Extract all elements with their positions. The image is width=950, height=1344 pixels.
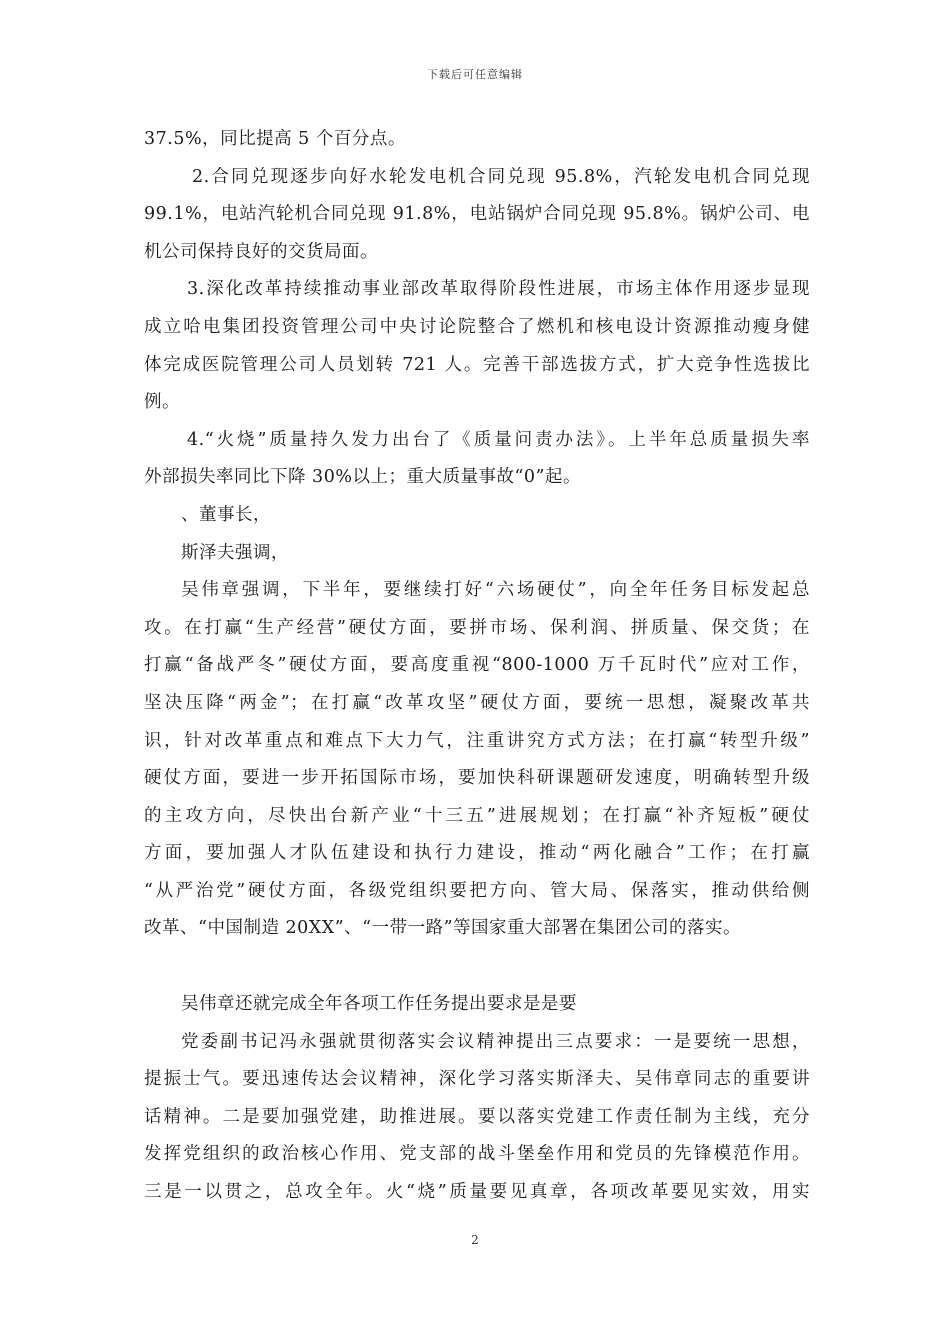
paragraph-gap — [144, 948, 810, 986]
text-line: 斯泽夫强调， — [181, 542, 289, 563]
text-line: 、董事长， — [181, 504, 271, 525]
text-line: 吴伟章还就完成全年各项工作任务提出要求是是要 — [181, 994, 577, 1015]
text-line: 党委副书记冯永强就贯彻落实会议精神提出三点要求：一是要统一思想， — [181, 1031, 810, 1052]
text-line: 攻。在打赢“生产经营”硬仗方面，要拼市场、保利润、拼质量、保交货；在 — [144, 617, 810, 638]
text-line: 吴伟章强调，下半年，要继续打好“六场硬仗”，向全年任务目标发起总 — [181, 580, 810, 601]
text-line: 体完成医院管理公司人员划转 721 人。完善干部选拔方式，扩大竞争性选拔比 — [144, 354, 810, 375]
text-line: 改革、“中国制造 20XX”、“一带一路”等国家重大部署在集团公司的落实。 — [144, 918, 742, 939]
document-body — [144, 121, 810, 1212]
text-line: 坚决压降“两金”；在打赢“改革攻坚”硬仗方面，要统一思想，凝聚改革共 — [144, 692, 810, 713]
page-header: 下载后可任意编辑 — [427, 68, 523, 81]
text-line: 37.5%，同比提高 5 个百分点。 — [144, 129, 406, 149]
text-line: 三是一以贯之，总攻全年。火“烧”质量要见真章，各项改革要见实效，用实 — [144, 1182, 810, 1203]
text-line: 99.1%，电站汽轮机合同兑现 91.8%，电站锅炉合同兑现 95.8%。锅炉公司、电 — [144, 204, 810, 225]
text-line: 3.深化改革持续推动事业部改革取得阶段性进展，市场主体作用逐步显现 — [187, 279, 810, 300]
text-line: 4.“火烧”质量持久发力出台了《质量问责办法》。上半年总质量损失率 — [187, 429, 810, 450]
text-line: 打赢“备战严冬”硬仗方面，要高度重视“800-1000 万千瓦时代”应对工作， — [144, 655, 810, 676]
text-line: 提振士气。要迅速传达会议精神，深化学习落实斯泽夫、吴伟章同志的重要讲 — [144, 1069, 810, 1090]
text-line: 发挥党组织的政治核心作用、党支部的战斗堡垒作用和党员的先锋模范作用。 — [144, 1144, 810, 1165]
text-line: 识，针对改革重点和难点下大力气，注重讲究方式方法；在打赢“转型升级” — [144, 730, 810, 751]
text-line: 机公司保持良好的交货局面。 — [144, 241, 378, 262]
page-number: 2 — [471, 1233, 479, 1247]
text-line: “从严治党”硬仗方面，各级党组织要把方向、管大局、保落实，推动供给侧 — [144, 880, 810, 901]
text-line: 的主攻方向，尽快出台新产业“十三五”进展规划；在打赢“补齐短板”硬仗 — [144, 805, 810, 826]
text-line: 成立哈电集团投资管理公司中央讨论院整合了燃机和核电设计资源推动瘦身健 — [144, 316, 810, 337]
text-line: 2.合同兑现逐步向好水轮发电机合同兑现 95.8%，汽轮发电机合同兑现 — [192, 166, 810, 187]
text-line: 例。 — [144, 392, 180, 413]
text-line: 话精神。二是要加强党建，助推进展。要以落实党建工作责任制为主线，充分 — [144, 1106, 810, 1127]
text-line: 方面，要加强人才队伍建设和执行力建设，推动“两化融合”工作；在打赢 — [144, 843, 810, 864]
text-line: 硬仗方面，要进一步开拓国际市场，要加快科研课题研发速度，明确转型升级 — [144, 768, 810, 789]
text-line: 外部损失率同比下降 30%以上；重大质量事故“0”起。 — [144, 467, 581, 488]
